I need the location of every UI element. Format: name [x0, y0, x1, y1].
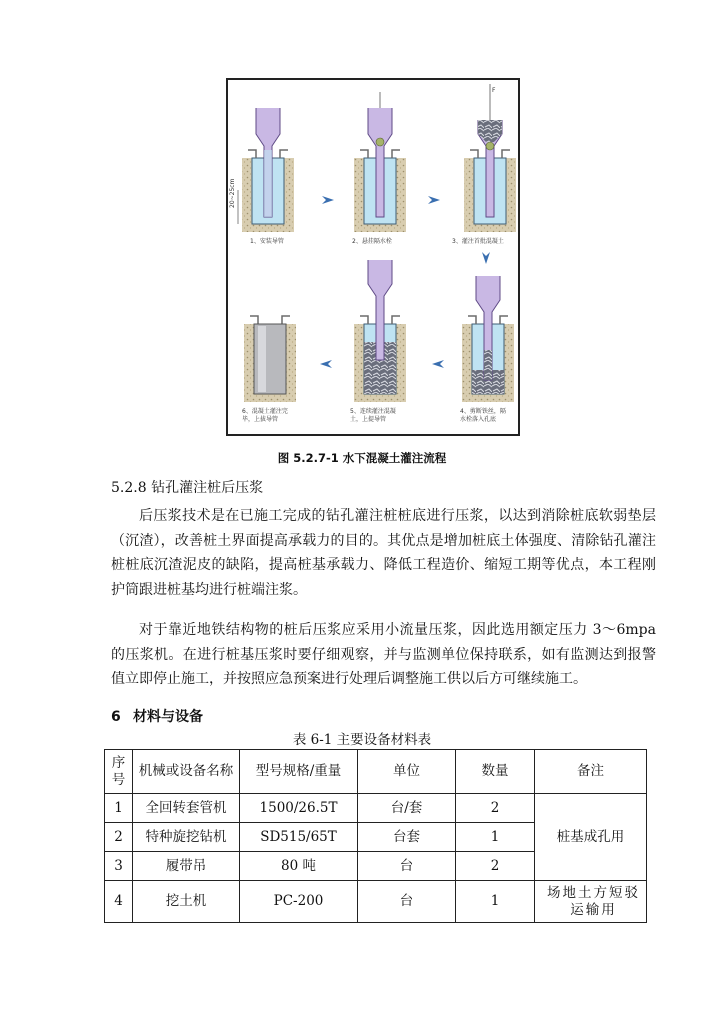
flow-arrow-icon	[322, 196, 334, 204]
cell-name: 履带吊	[133, 852, 240, 881]
cell-qty: 1	[456, 823, 535, 852]
cell-qty: 2	[456, 852, 535, 881]
cell-qty: 2	[456, 794, 535, 823]
cell-spec: 80 吨	[240, 852, 358, 881]
cell-unit: 台/套	[358, 794, 456, 823]
stage-6-label-line1: 6、混凝土灌注完	[242, 408, 288, 415]
cell-unit: 台套	[358, 823, 456, 852]
stage-2-label: 2、悬挂隔水栓	[352, 238, 392, 245]
cell-spec: PC-200	[240, 881, 358, 923]
header-note: 备注	[535, 750, 647, 794]
section-heading: 5.2.8 钻孔灌注桩后压浆	[111, 480, 264, 496]
table-row	[105, 794, 647, 823]
chapter-number: 6	[111, 709, 121, 725]
cell-seq: 2	[105, 823, 133, 852]
flow-arrow-icon	[428, 196, 440, 204]
header-spec: 型号规格/重量	[240, 750, 358, 794]
stage-1-label: 1、安装导管	[250, 238, 284, 245]
flow-arrow-icon	[320, 360, 332, 368]
cell-qty: 1	[456, 881, 535, 923]
chapter-title: 材料与设备	[133, 709, 203, 725]
chapter-heading	[111, 706, 203, 726]
stage-5-label-line1: 5、连续灌注混凝	[350, 408, 396, 415]
cell-name: 挖土机	[133, 881, 240, 923]
stage-3	[452, 84, 516, 245]
cell-note: 桩基成孔用	[535, 794, 647, 881]
depth-mark: 20~25cm	[229, 178, 236, 208]
header-unit: 单位	[358, 750, 456, 794]
stage-5-label-line2: 土，上提导管	[350, 416, 387, 423]
header-qty: 数量	[456, 750, 535, 794]
cell-spec: 1500/26.5T	[240, 794, 358, 823]
stage-3-label: 3、灌注首批混凝土	[452, 238, 504, 245]
cell-spec: SD515/65T	[240, 823, 358, 852]
flow-arrow-icon	[432, 360, 444, 368]
cell-seq: 1	[105, 794, 133, 823]
stage-2	[352, 92, 406, 245]
table-header-row	[105, 750, 647, 794]
paragraph: 后压浆技术是在已施工完成的钻孔灌注桩桩底进行压浆，以达到消除桩底软弱垫层（沉渣），改善桩土界面提高承载力的目的。其优点是增加桩底土体强度、清除钻孔灌注桩桩底沉渣泥皮的缺陷，提高桩基承载力、降低工程造价、缩短工期等优点，本工程刚护筒跟进桩基均进行桩端注浆。	[111, 508, 656, 598]
stage-1	[229, 108, 294, 245]
table-caption: 表 6-1 主要设备材料表	[292, 732, 432, 748]
stage-6	[242, 316, 296, 423]
stage-4-label-line2: 水栓落入孔底	[460, 416, 497, 423]
cell-unit: 台	[358, 881, 456, 923]
cell-name: 全回转套管机	[133, 794, 240, 823]
cell-seq: 3	[105, 852, 133, 881]
equipment-table	[104, 749, 647, 923]
cell-name: 特种旋挖钻机	[133, 823, 240, 852]
force-mark: F	[492, 87, 496, 94]
paragraph: 对于靠近地铁结构物的桩后压浆应采用小流量压浆，因此选用额定压力 3～6mpa 的压浆机。在进行桩基压浆时要仔细观察，并与监测单位保持联系，如有监测达到报警值立即停止施工，并按照应急预案进行处理后调整施工供以后方可继续施工。	[111, 622, 656, 687]
process-figure	[226, 78, 520, 436]
flow-arrow-icon	[482, 252, 490, 264]
stage-5	[350, 260, 406, 423]
stage-4	[460, 276, 514, 423]
figure-caption: 图 5.2.7-1 水下混凝土灌注流程	[277, 451, 447, 465]
stage-6-label-line2: 毕，上拔导管	[242, 416, 279, 423]
header-name: 机械或设备名称	[133, 750, 240, 794]
header-seq: 序 号	[105, 750, 133, 794]
cell-unit: 台	[358, 852, 456, 881]
cell-seq: 4	[105, 881, 133, 923]
table-row	[105, 881, 647, 923]
concrete-pouring-diagram	[228, 80, 518, 434]
cell-note: 场地土方短驳 运输用	[535, 881, 647, 923]
stage-4-label-line1: 4、剪断铁丝，隔	[460, 408, 506, 415]
